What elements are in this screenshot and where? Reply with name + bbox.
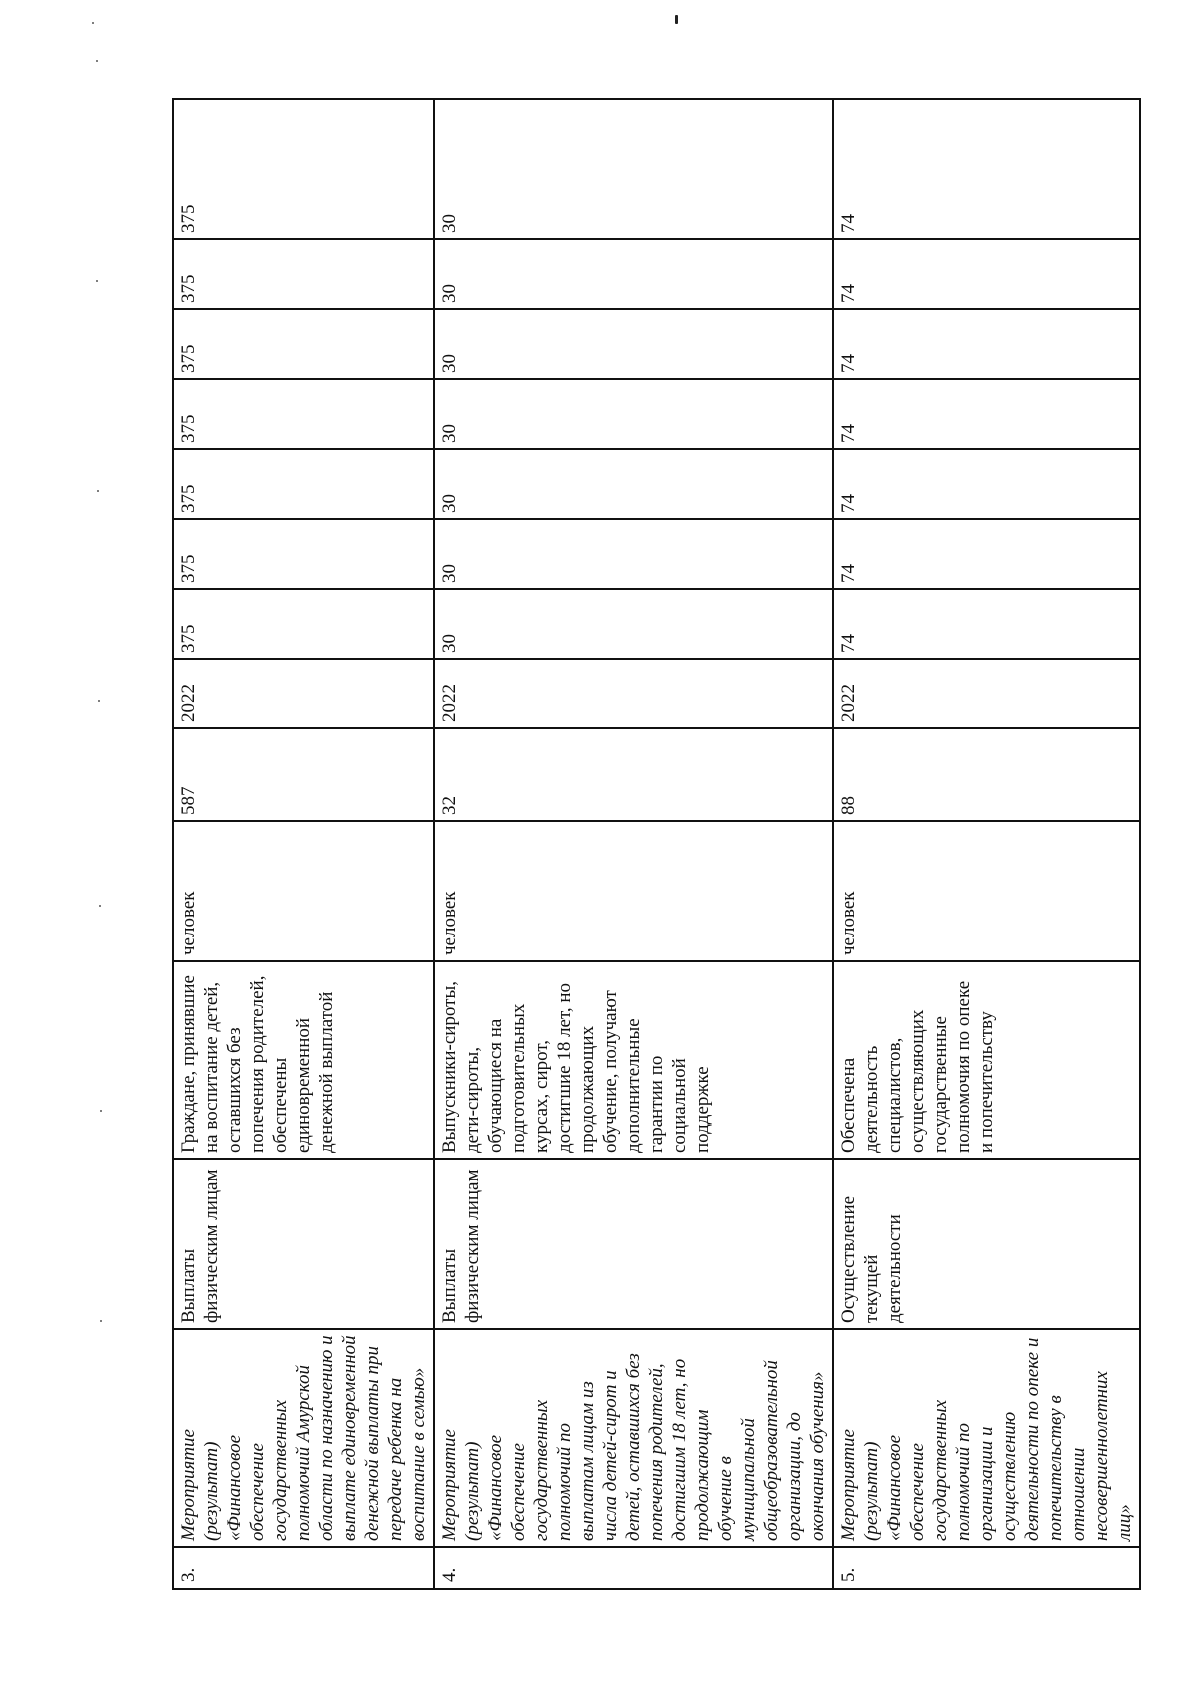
unit-of-measure: человек: [173, 821, 434, 961]
table-body: [173, 99, 1140, 1589]
target-value: 30: [434, 589, 833, 659]
expected-result: Обеспечена деятельность специалистов, осуществляющих государственные полномочия по опеке и попечительству: [833, 961, 1140, 1159]
target-value: 30: [434, 519, 833, 589]
scan-speck: [96, 280, 98, 282]
scan-speck: [98, 700, 100, 702]
target-value: 74: [833, 379, 1140, 449]
target-value: 375: [173, 309, 434, 379]
target-value: 30: [434, 449, 833, 519]
target-value: 74: [833, 589, 1140, 659]
target-value: 30: [434, 309, 833, 379]
target-value: 375: [173, 449, 434, 519]
base-value: 587: [173, 728, 434, 821]
target-value: 375: [173, 519, 434, 589]
payment-type: Осуществление текущей деятельности: [833, 1159, 1140, 1329]
program-table: [172, 98, 1141, 1590]
scan-speck: [97, 490, 99, 492]
target-value: 74: [833, 519, 1140, 589]
base-value: 32: [434, 728, 833, 821]
base-year: 2022: [833, 659, 1140, 728]
base-year: 2022: [434, 659, 833, 728]
scan-speck: [675, 15, 678, 24]
scan-speck: [100, 1110, 102, 1112]
unit-of-measure: человек: [434, 821, 833, 961]
target-value: 74: [833, 449, 1140, 519]
target-value: 30: [434, 99, 833, 239]
scan-speck: [92, 22, 94, 24]
target-value: 30: [434, 239, 833, 309]
payment-type: Выплаты физическим лицам: [434, 1159, 833, 1329]
scan-speck: [99, 905, 101, 907]
target-value: 74: [833, 309, 1140, 379]
target-value: 74: [833, 239, 1140, 309]
scan-speck: [100, 1320, 102, 1322]
target-value: 30: [434, 379, 833, 449]
row-number: 3.: [173, 1547, 434, 1589]
target-value: 375: [173, 239, 434, 309]
target-value: 375: [173, 99, 434, 239]
base-year: 2022: [173, 659, 434, 728]
table-row: [833, 99, 1140, 1589]
unit-of-measure: человек: [833, 821, 1140, 961]
payment-type: Выплаты физическим лицам: [173, 1159, 434, 1329]
measure-description: Мероприятие (результат) «Финансовое обеспечение государственных полномочий по выплатам лицам из числа детей-сирот и детей, оставшихся без попечения родителей, достигшим 18 лет, но продолжающим обучение в муниципальной общеобразовательной организации, до окончания обучения»: [434, 1329, 833, 1547]
target-value: 375: [173, 379, 434, 449]
base-value: 88: [833, 728, 1140, 821]
table-row: [173, 99, 434, 1589]
measure-description: Мероприятие (результат) «Финансовое обеспечение государственных полномочий по организации и осуществлению деятельности по опеке и попечительству в отношении несовершеннолетних лиц»: [833, 1329, 1140, 1547]
rotated-page: [172, 100, 1135, 1590]
scan-speck: [96, 60, 98, 62]
expected-result: Выпускники-сироты, дети-сироты, обучающиеся на подготовительных курсах, сирот, достигшие 18 лет, но продолжающих обучение, получают дополнительные гарантии по социальной поддержке: [434, 961, 833, 1159]
expected-result: Граждане, принявшие на воспитание детей, оставшихся без попечения родителей, обеспечены единовременной денежной выплатой: [173, 961, 434, 1159]
row-number: 4.: [434, 1547, 833, 1589]
row-number: 5.: [833, 1547, 1140, 1589]
target-value: 74: [833, 99, 1140, 239]
target-value: 375: [173, 589, 434, 659]
measure-description: Мероприятие (результат) «Финансовое обеспечение государственных полномочий Амурской области по назначению и выплате единовременной денежной выплаты при передаче ребенка на воспитание в семью»: [173, 1329, 434, 1547]
table-row: [434, 99, 833, 1589]
